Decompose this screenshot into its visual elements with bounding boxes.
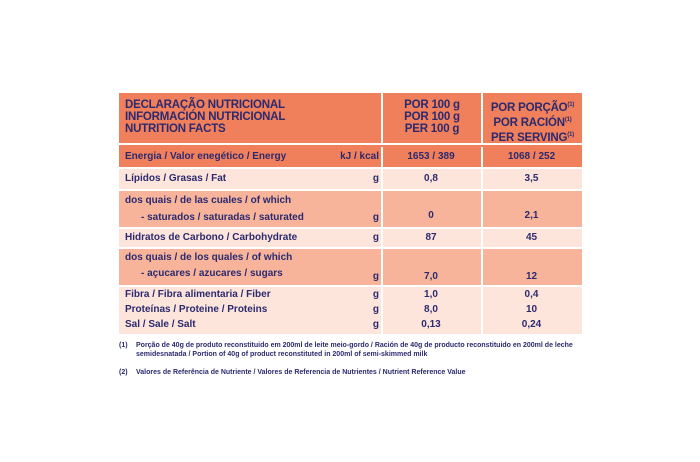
row-label-proteins: Proteínas / Proteine / Proteins [125, 304, 268, 315]
col2-line-es: POR RACIÓN$^{(1)}$ [493, 117, 572, 129]
row-unit: g [372, 212, 379, 223]
table-title [119, 93, 381, 145]
footnote-text: Valores de Referência de Nutriente / Valores de Referencia de Nutrientes / Nutrient Reference Value [136, 369, 466, 376]
footnote-2 [119, 369, 589, 379]
row-label-fiber: Fibra / Fibra alimentaria / Fiber [125, 289, 271, 300]
row-value-serving-proteins: 10 [525, 304, 538, 315]
row-label: - saturados / saturadas / saturated [141, 212, 304, 223]
table-row-carbohydrate [119, 229, 582, 247]
title-en: NUTRITION FACTS [125, 123, 226, 135]
row-label: Hidratos de Carbono / Carbohydrate [125, 232, 298, 243]
table-rows-fiber-protein-salt [119, 287, 582, 334]
row-value-100g: 1653 / 389 [407, 151, 455, 162]
table-row-fat [119, 169, 582, 189]
column-header-per-serving [481, 93, 582, 145]
table-row-sugars [119, 249, 582, 285]
column-header-per-100g [381, 93, 481, 145]
footnote-number: (1) [119, 342, 128, 349]
row-value-serving: 1068 / 252 [507, 151, 556, 162]
row-value-serving: 12 [525, 271, 538, 282]
col1-line-en: PER 100 g [404, 123, 460, 135]
row-unit-salt: g [372, 319, 379, 330]
row-value-serving: 3,5 [524, 173, 539, 184]
row-value-serving-fiber: 0,4 [524, 289, 539, 300]
row-value-serving: 45 [525, 232, 538, 243]
row-value-100g-fiber: 1,0 [424, 289, 438, 300]
row-value-100g: 87 [425, 232, 437, 243]
col2-line-en: PER SERVING$^{(1)}$ [491, 132, 574, 144]
title-es: INFORMACIÓN NUTRICIONAL [125, 111, 286, 123]
row-label: Lípidos / Grasas / Fat [125, 173, 227, 184]
row-value-100g-salt: 0,13 [421, 319, 441, 330]
table-row-saturated [119, 191, 582, 227]
row-value-100g: 7,0 [424, 271, 438, 282]
row-unit: g [372, 232, 379, 243]
row-label: Energia / Valor enegético / Energy [125, 151, 287, 162]
title-pt: DECLARAÇÃO NUTRICIONAL [125, 99, 285, 111]
row-unit: g [372, 173, 379, 184]
col1-line-pt: POR 100 g [404, 99, 460, 111]
row-value-100g-proteins: 8,0 [424, 304, 438, 315]
footnote-text: Porção de 40g de produto reconstituido em 200ml de leite meio-gordo / Ración de 40g de producto reconstituido en 200ml de leche semidesnatada / Portion of 40g of product reconstituted in 200ml of semi-skimmed milk [136, 342, 573, 358]
col1-line-es: POR 100 g [404, 111, 460, 123]
row-value-serving: 2,1 [524, 210, 539, 221]
row-label-salt: Sal / Sale / Salt [125, 319, 196, 330]
footnote-number: (2) [119, 369, 128, 376]
footnote-1 [119, 342, 589, 362]
row-unit-proteins: g [372, 304, 379, 315]
row-label-of-which: dos quais / de las cuales / of which [125, 195, 292, 206]
row-value-100g: 0,8 [424, 173, 438, 184]
row-value-100g: 0 [428, 210, 434, 221]
nutrition-table [119, 93, 582, 334]
row-unit: kJ / kcal [340, 151, 379, 162]
col2-line-pt: POR PORÇÃO$^{(1)}$ [490, 102, 575, 114]
row-unit: g [372, 271, 379, 282]
row-value-serving-salt: 0,24 [521, 319, 542, 330]
row-label-of-which: dos quais / de los quales / of which [125, 252, 293, 263]
table-row-energy [119, 147, 582, 167]
row-label: - açucares / azucares / sugars [141, 268, 283, 279]
row-unit-fiber: g [372, 289, 379, 300]
